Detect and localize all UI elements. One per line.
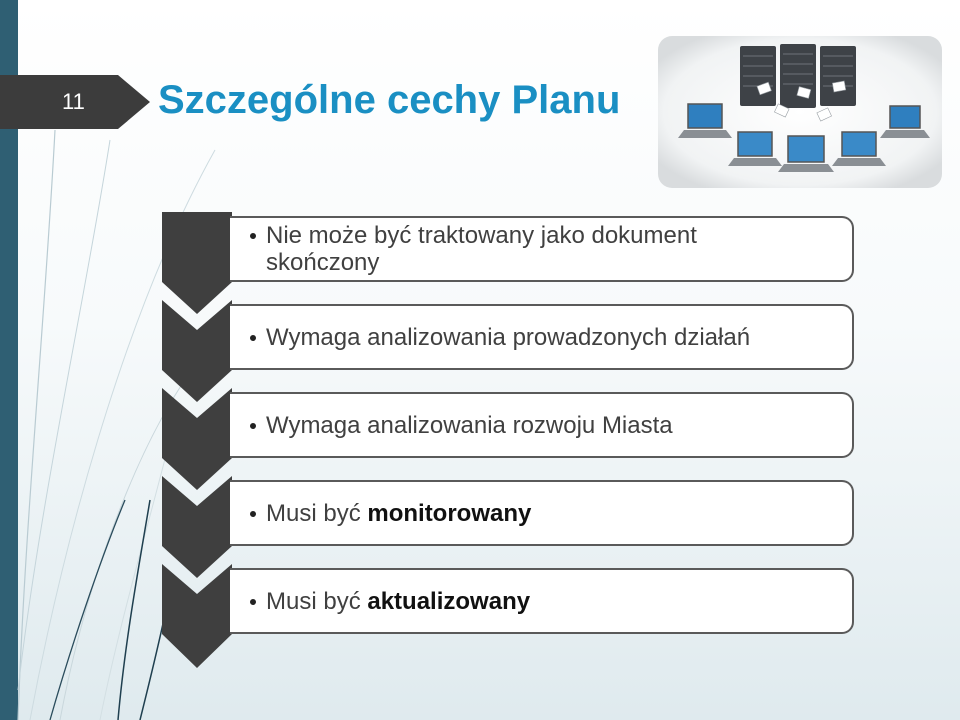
bullet-icon [250,233,256,239]
slide-title: Szczególne cechy Planu [158,78,621,122]
bullet-icon [250,511,256,517]
list-item [230,480,854,546]
list-item [230,392,854,458]
list-item-label: Musi być [266,499,361,527]
slide-number: 11 [62,89,85,114]
list-item-label: Musi być [266,587,361,615]
chevron-3 [162,388,232,490]
list-item-emphasis: aktualizowany [367,587,531,615]
list-item-label: Nie może być traktowany jako dokument skończony [266,222,697,276]
list-item-text [230,500,531,527]
chevron-2 [162,300,232,402]
chevron-4 [162,476,232,578]
bullet-icon [250,599,256,605]
bullet-icon [250,335,256,341]
list-item-label: Wymaga analizowania rozwoju Miasta [266,411,673,439]
bullet-icon [250,423,256,429]
chevron-5 [162,564,232,668]
chevron-1 [162,212,232,314]
list-item-label: Wymaga analizowania prowadzonych działań [266,323,751,351]
list-item-text [230,588,530,615]
list-item [230,216,854,282]
list-item-text [230,222,806,276]
list-item-text [230,324,750,351]
list-item [230,568,854,634]
list-item [230,304,854,370]
list-item-emphasis: monitorowany [367,499,532,527]
list-item-text [230,412,673,439]
